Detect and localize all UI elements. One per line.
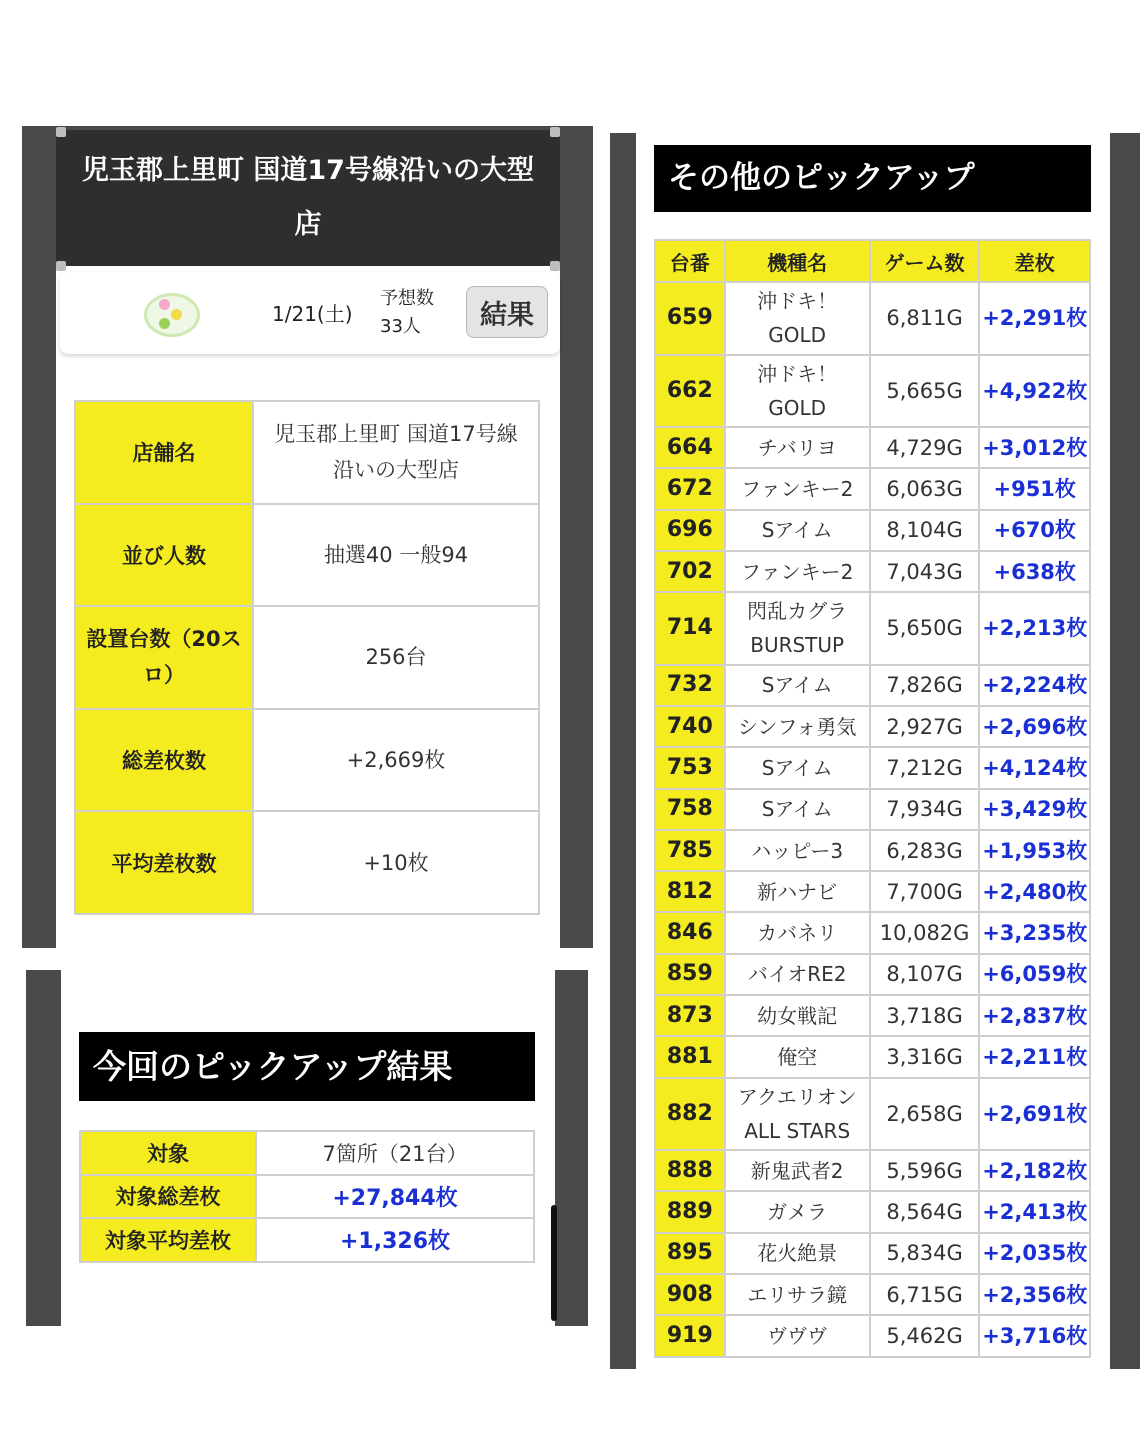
table-row — [655, 747, 1090, 788]
machine-name-line: シンフォ勇気 — [737, 714, 857, 739]
label-line: ロ） — [143, 663, 185, 688]
game-count: 8,564G — [870, 1191, 980, 1232]
table-row — [655, 706, 1090, 747]
machine-number: 882 — [655, 1078, 725, 1151]
row-label: 対象平均差枚 — [80, 1218, 256, 1262]
other-pickup-heading: その他のピックアップ — [654, 145, 1091, 212]
game-count: 6,715G — [870, 1274, 980, 1315]
machine-name-line: Sアイム — [761, 797, 833, 822]
coin-diff: +2,035枚 — [979, 1233, 1090, 1274]
value-line: 沿いの大型店 — [333, 458, 459, 483]
coin-diff: +638枚 — [979, 551, 1090, 592]
machine-name-line: ヴヴヴ — [767, 1323, 828, 1348]
machine-number: 919 — [655, 1315, 725, 1356]
machine-number: 702 — [655, 551, 725, 592]
table-row — [80, 1175, 534, 1219]
machine-number: 696 — [655, 510, 725, 551]
machine-name-line: 花火絶景 — [757, 1241, 838, 1266]
scrollbar[interactable] — [551, 1205, 557, 1321]
machine-name — [725, 551, 870, 592]
table-row — [655, 427, 1090, 468]
row-value: +10枚 — [253, 811, 539, 914]
machine-number: 785 — [655, 830, 725, 871]
game-count: 3,316G — [870, 1036, 980, 1077]
coin-diff: +4,124枚 — [979, 747, 1090, 788]
table-row — [655, 789, 1090, 830]
table-row — [655, 995, 1090, 1036]
store-info-bar — [60, 272, 560, 354]
table-row — [75, 709, 539, 812]
game-count: 8,104G — [870, 510, 980, 551]
game-count: 2,927G — [870, 706, 980, 747]
coin-diff: +2,356枚 — [979, 1274, 1090, 1315]
machine-name — [725, 1078, 870, 1151]
event-date: 1/21(土) — [272, 302, 353, 326]
row-value: 256台 — [253, 606, 539, 709]
machine-name — [725, 912, 870, 953]
table-row — [655, 510, 1090, 551]
machine-number: 758 — [655, 789, 725, 830]
table-row — [655, 830, 1090, 871]
machine-name-line: GOLD — [768, 323, 827, 348]
table-header-row — [655, 240, 1090, 282]
row-value — [253, 401, 539, 504]
machine-name-line: Sアイム — [761, 518, 833, 543]
table-row — [655, 954, 1090, 995]
machine-number: 888 — [655, 1150, 725, 1191]
machine-name — [725, 282, 870, 355]
store-title — [56, 130, 560, 266]
game-count: 7,826G — [870, 665, 980, 706]
store-title-line1: 児玉郡上里町 国道17号線沿いの大型 — [82, 155, 534, 186]
column-header-number: 台番 — [655, 240, 725, 282]
pickup-result-table — [79, 1130, 535, 1263]
table-row — [655, 665, 1090, 706]
machine-name — [725, 1274, 870, 1315]
table-row — [655, 1078, 1090, 1151]
coin-diff: +2,696枚 — [979, 706, 1090, 747]
coin-diff: +2,182枚 — [979, 1150, 1090, 1191]
machine-name-line: 新鬼武者2 — [750, 1158, 844, 1183]
table-row — [75, 811, 539, 914]
table-row — [75, 401, 539, 504]
machine-name — [725, 665, 870, 706]
machine-table-body — [655, 282, 1090, 1357]
machine-name-line: エリサラ鏡 — [747, 1282, 847, 1307]
machine-name-line: 幼女戦記 — [757, 1003, 838, 1028]
row-label: 並び人数 — [75, 504, 253, 607]
machine-name — [725, 1191, 870, 1232]
game-count: 5,665G — [870, 355, 980, 428]
table-row — [655, 1150, 1090, 1191]
row-label — [75, 606, 253, 709]
game-count: 7,043G — [870, 551, 980, 592]
coin-diff: +3,716枚 — [979, 1315, 1090, 1356]
game-count: 8,107G — [870, 954, 980, 995]
table-row — [75, 606, 539, 709]
machine-name-line: 俺空 — [777, 1045, 818, 1069]
machine-name-line: Sアイム — [761, 673, 833, 698]
table-row — [75, 504, 539, 607]
table-row — [655, 1036, 1090, 1077]
machine-name-line: 新ハナビ — [757, 879, 838, 904]
coin-diff: +2,224枚 — [979, 665, 1090, 706]
table-row — [80, 1131, 534, 1175]
binder-ring — [550, 127, 560, 137]
game-count: 7,934G — [870, 789, 980, 830]
store-panel — [56, 130, 560, 948]
row-label: 対象 — [80, 1131, 256, 1175]
machine-number: 740 — [655, 706, 725, 747]
game-count: 2,658G — [870, 1078, 980, 1151]
machine-name — [725, 830, 870, 871]
coin-diff: +2,413枚 — [979, 1191, 1090, 1232]
machine-name — [725, 468, 870, 509]
pickup-result-heading: 今回のピックアップ結果 — [79, 1032, 535, 1101]
machine-name — [725, 427, 870, 468]
machine-number: 895 — [655, 1233, 725, 1274]
machine-number: 881 — [655, 1036, 725, 1077]
machine-number: 908 — [655, 1274, 725, 1315]
machine-name — [725, 1315, 870, 1356]
machine-number: 753 — [655, 747, 725, 788]
binder-ring — [56, 261, 66, 271]
result-button[interactable]: 結果 — [466, 286, 548, 338]
row-label: 店舗名 — [75, 401, 253, 504]
game-count: 3,718G — [870, 995, 980, 1036]
row-label: 総差枚数 — [75, 709, 253, 812]
machine-name-line: GOLD — [768, 395, 827, 420]
machine-name-line: BURSTUP — [750, 633, 845, 658]
machine-name — [725, 954, 870, 995]
binder-ring — [550, 261, 560, 271]
machine-number: 664 — [655, 427, 725, 468]
table-row — [80, 1218, 534, 1262]
table-row — [655, 282, 1090, 355]
row-value: +27,844枚 — [256, 1175, 534, 1219]
game-count: 5,834G — [870, 1233, 980, 1274]
machine-name-line: ALL STARS — [744, 1118, 851, 1143]
table-row — [655, 1315, 1090, 1356]
machine-name — [725, 747, 870, 788]
machine-name — [725, 510, 870, 551]
machine-name-line: Sアイム — [761, 755, 833, 780]
machine-name-line: ハッピー3 — [751, 838, 844, 863]
machine-name-line: ファンキー2 — [741, 559, 854, 584]
machine-name — [725, 706, 870, 747]
coin-diff: +3,429枚 — [979, 789, 1090, 830]
game-count: 10,082G — [870, 912, 980, 953]
binder-ring — [56, 127, 66, 137]
table-row — [655, 592, 1090, 665]
coin-diff: +1,953枚 — [979, 830, 1090, 871]
machine-name-line: 閃乱カグラ — [747, 599, 848, 624]
game-count: 5,596G — [870, 1150, 980, 1191]
coin-diff: +6,059枚 — [979, 954, 1090, 995]
row-value: +1,326枚 — [256, 1218, 534, 1262]
game-count: 6,063G — [870, 468, 980, 509]
game-count: 5,650G — [870, 592, 980, 665]
dango-icon — [144, 293, 200, 337]
coin-diff: +2,211枚 — [979, 1036, 1090, 1077]
machine-name-line: バイオRE2 — [747, 962, 847, 987]
machine-number: 714 — [655, 592, 725, 665]
machine-number: 846 — [655, 912, 725, 953]
coin-diff: +2,837枚 — [979, 995, 1090, 1036]
coin-diff: +2,291枚 — [979, 282, 1090, 355]
machine-number: 889 — [655, 1191, 725, 1232]
machine-name-line: 沖ドキ！ — [757, 289, 838, 314]
table-row — [655, 355, 1090, 428]
machine-name-line: カバネリ — [757, 921, 838, 946]
machine-name — [725, 789, 870, 830]
machine-number: 662 — [655, 355, 725, 428]
row-label: 対象総差枚 — [80, 1175, 256, 1219]
coin-diff: +3,012枚 — [979, 427, 1090, 468]
game-count: 5,462G — [870, 1315, 980, 1356]
coin-diff: +951枚 — [979, 468, 1090, 509]
table-row — [655, 871, 1090, 912]
game-count: 6,811G — [870, 282, 980, 355]
machine-number: 659 — [655, 282, 725, 355]
table-row — [655, 551, 1090, 592]
forecast-count: 33人 — [380, 316, 421, 337]
machine-number: 672 — [655, 468, 725, 509]
label-line: 設置台数（20ス — [86, 627, 242, 652]
machine-name-line: アクエリオン — [737, 1084, 857, 1109]
store-title-line2: 店 — [294, 209, 322, 240]
game-count: 4,729G — [870, 427, 980, 468]
machine-name — [725, 871, 870, 912]
machine-name — [725, 355, 870, 428]
coin-diff: +3,235枚 — [979, 912, 1090, 953]
table-row — [655, 1233, 1090, 1274]
row-value: 抽選40 一般94 — [253, 504, 539, 607]
machine-name-line: 沖ドキ！ — [757, 361, 838, 386]
forecast-label: 予想数 — [380, 288, 434, 309]
game-count: 7,212G — [870, 747, 980, 788]
coin-diff: +2,213枚 — [979, 592, 1090, 665]
machine-number: 873 — [655, 995, 725, 1036]
machine-number: 732 — [655, 665, 725, 706]
column-header-machine: 機種名 — [725, 240, 870, 282]
machine-table — [654, 239, 1091, 1358]
machine-name — [725, 592, 870, 665]
column-header-games: ゲーム数 — [870, 240, 980, 282]
row-label: 平均差枚数 — [75, 811, 253, 914]
coin-diff: +2,691枚 — [979, 1078, 1090, 1151]
game-count: 7,700G — [870, 871, 980, 912]
store-info-table — [74, 400, 540, 915]
row-value: +2,669枚 — [253, 709, 539, 812]
value-line: 児玉郡上里町 国道17号線 — [274, 422, 518, 447]
machine-number: 812 — [655, 871, 725, 912]
table-row — [655, 1191, 1090, 1232]
table-row — [655, 912, 1090, 953]
table-row — [655, 468, 1090, 509]
machine-name-line: ガメラ — [767, 1200, 828, 1225]
machine-name-line: チバリヨ — [757, 435, 837, 460]
machine-name-line: ファンキー2 — [741, 476, 854, 501]
machine-name — [725, 1233, 870, 1274]
coin-diff: +4,922枚 — [979, 355, 1090, 428]
coin-diff: +2,480枚 — [979, 871, 1090, 912]
game-count: 6,283G — [870, 830, 980, 871]
machine-number: 859 — [655, 954, 725, 995]
column-header-diff: 差枚 — [979, 240, 1090, 282]
coin-diff: +670枚 — [979, 510, 1090, 551]
row-value: 7箇所（21台） — [256, 1131, 534, 1175]
machine-name — [725, 1036, 870, 1077]
table-row — [655, 1274, 1090, 1315]
machine-name — [725, 995, 870, 1036]
machine-name — [725, 1150, 870, 1191]
